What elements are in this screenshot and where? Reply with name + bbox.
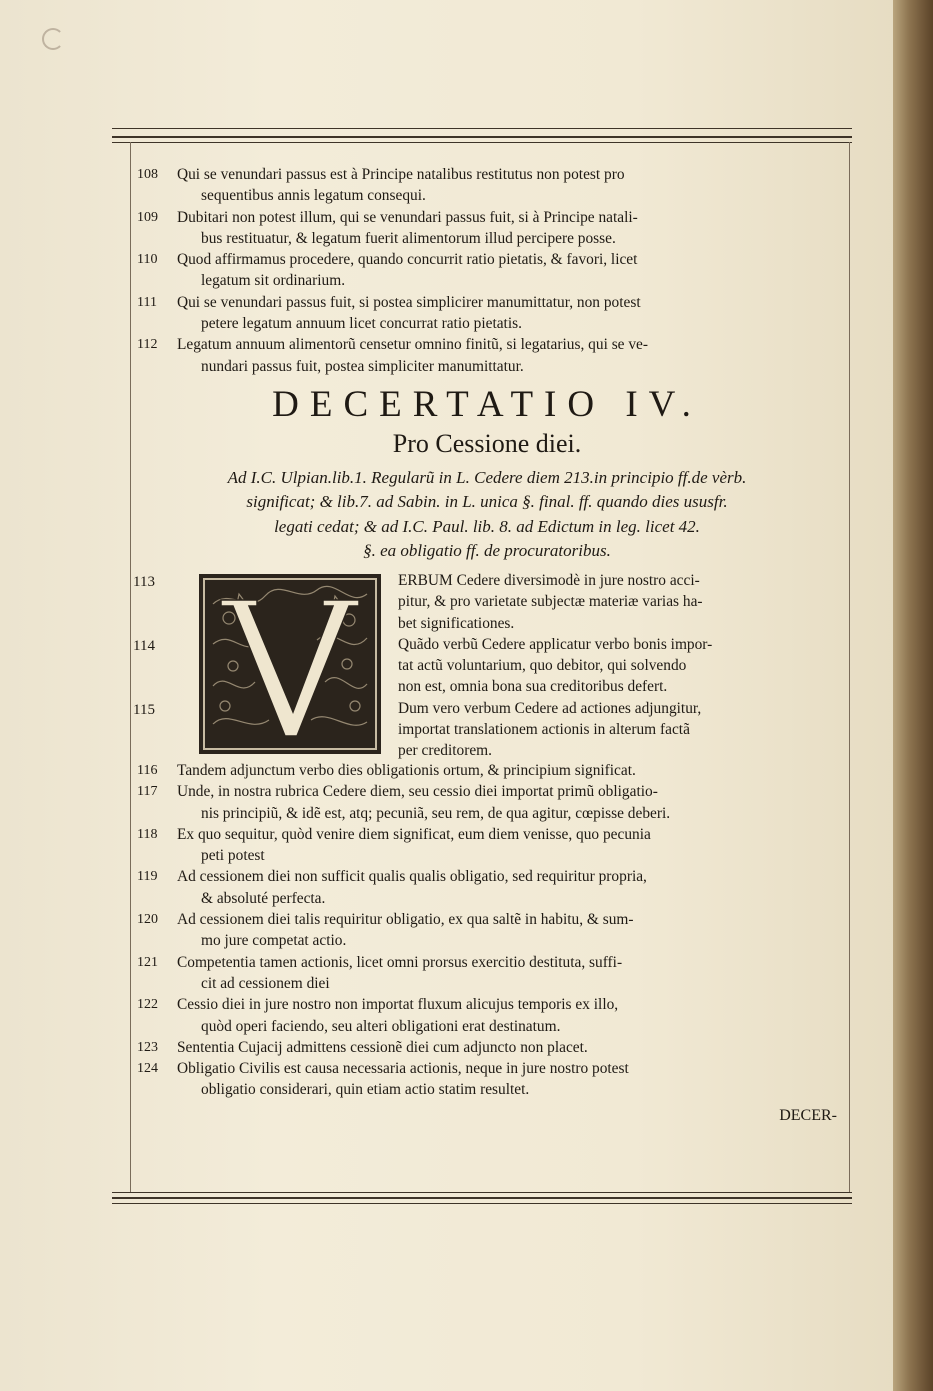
entry-number: 120: [137, 912, 158, 928]
initial-line: bet significationes.: [398, 614, 515, 632]
entry-number: 116: [137, 762, 158, 778]
entry-number: 114: [133, 637, 155, 654]
entry-110: [137, 249, 837, 292]
citation-line: significat; & lib.7. ad Sabin. in L. unica §. final. ff. quando dies ususfr.: [246, 492, 728, 512]
entry-number: 124: [137, 1061, 158, 1077]
entries-top: [137, 164, 837, 377]
entry-line: Legatum annuum alimentorũ censetur omnino finitũ, si legatarius, qui se ve-: [177, 336, 649, 354]
entry-line: & absoluté perfecta.: [201, 889, 326, 907]
entry-number: 123: [137, 1039, 158, 1055]
entry-line: Ad cessionem diei talis requiritur obligatio, ex qua saltẽ in habitu, & sum-: [177, 911, 634, 929]
entry-line: mo jure competat actio.: [201, 932, 347, 950]
entry-line: Sententia Cujacij admittens cessionẽ diei cum adjuncto non placet.: [177, 1038, 588, 1056]
entry-number: 110: [137, 252, 158, 268]
initial-line: ERBUM Cedere diversimodè in jure nostro acci-: [398, 571, 700, 589]
bottom-rule-inner: [112, 1192, 852, 1193]
entry-line: Tandem adjunctum verbo dies obligationis ortum, & principium significat.: [177, 761, 636, 779]
entry-108: [137, 164, 837, 207]
entry-116: [137, 760, 837, 781]
entry-line: cit ad cessionem diei: [201, 974, 330, 992]
entry-118: [137, 824, 837, 867]
initial-line: importat translationem actionis in alterum factã: [398, 721, 690, 739]
entry-number: 118: [137, 826, 158, 842]
top-rule: [112, 128, 852, 129]
entry-line: obligatio considerari, quin etiam actio statim resultet.: [201, 1081, 530, 1099]
entry-number: 121: [137, 954, 158, 970]
entry-109: [137, 207, 837, 250]
entry-number: 109: [137, 209, 158, 225]
entry-number: 117: [137, 784, 158, 800]
bottom-rule-thick: [112, 1197, 852, 1199]
entry-number: 108: [137, 167, 158, 182]
initial-entries: [398, 570, 838, 762]
entry-120: [137, 909, 837, 952]
page-stain: [42, 28, 64, 50]
entry-line: Cessio diei in jure nostro non importat fluxum alicujus temporis ex illo,: [177, 996, 619, 1014]
entries-bottom: [137, 760, 837, 1101]
entry-line: Competentia tamen actionis, licet omni prorsus exercitio destituta, suffi-: [177, 953, 623, 971]
left-margin-rule: [130, 142, 131, 1192]
entry-line: Qui se venundari passus fuit, si postea simplicirer manumittatur, non potest: [177, 293, 641, 311]
entry-line: Qui se venundari passus est à Principe natalibus restitutus non potest pro: [177, 166, 625, 183]
entry-line: Ex quo sequitur, quòd venire diem significat, eum diem venisse, quo pecunia: [177, 825, 651, 843]
section-subheading: Pro Cessione diei.: [392, 428, 582, 458]
citation-block: [137, 466, 837, 564]
top-rule-thick: [112, 136, 852, 138]
entry-line: Dubitari non potest illum, qui se venundari passus fuit, si à Principe natali-: [177, 208, 638, 226]
entry-line: Unde, in nostra rubrica Cedere diem, seu cessio diei importat primũ obligatio-: [177, 783, 658, 801]
entry-line: Ad cessionem diei non sufficit qualis qualis obligatio, sed requiritur propria,: [177, 868, 647, 886]
entry-line: Obligatio Civilis est causa necessaria actionis, neque in jure nostro potest: [177, 1060, 629, 1078]
right-margin-rule: [849, 142, 850, 1192]
entry-122: [137, 994, 837, 1037]
initial-block: [133, 570, 837, 760]
initial-line: Quãdo verbũ Cedere applicatur verbo bonis impor-: [398, 635, 713, 653]
entry-line: nundari passus fuit, postea simpliciter manumittatur.: [201, 357, 524, 375]
entry-line: petere legatum annuum licet concurrat ratio pietatis.: [201, 315, 522, 333]
page-text: [133, 164, 837, 1126]
entry-line: Quod affirmamus procedere, quando concurrit ratio pietatis, & favori, licet: [177, 251, 638, 269]
entry-line: sequentibus annis legatum consequi.: [201, 187, 426, 205]
entry-119: [137, 866, 837, 909]
decorated-initial: [199, 574, 381, 754]
citation-line: legati cedat; & ad I.C. Paul. lib. 8. ad Edictum in leg. licet 42.: [274, 516, 700, 536]
entry-number: 115: [133, 701, 155, 718]
book-spine: [893, 0, 933, 1391]
entry-number: 119: [137, 869, 158, 885]
top-rule-inner: [112, 142, 852, 143]
citation-line: §. ea obligatio ff. de procuratoribus.: [363, 541, 611, 561]
section-heading: DECERTATIO IV.: [272, 383, 702, 425]
entry-number: 112: [137, 337, 158, 353]
entry-line: nis principiũ, & idẽ est, atq; pecuniã, seu rem, de qua agitur, cœpisse deberi.: [201, 804, 671, 822]
entry-line: legatum sit ordinarium.: [201, 272, 346, 290]
entry-112: [137, 334, 837, 377]
entry-line: quòd operi faciendo, seu alteri obligationi erat destinatum.: [201, 1017, 561, 1035]
initial-line: Dum vero verbum Cedere ad actiones adjungitur,: [398, 699, 702, 717]
entry-111: [137, 292, 837, 335]
entry-number: 111: [137, 294, 157, 310]
entry-121: [137, 952, 837, 995]
entry-number: 122: [137, 997, 158, 1013]
entry-line: peti potest: [201, 847, 265, 865]
entry-117: [137, 781, 837, 824]
citation-line: Ad I.C. Ulpian.lib.1. Regularũ in L. Cedere diem 213.in principio ff.de vèrb.: [227, 467, 747, 487]
initial-line: per creditorem.: [398, 742, 493, 760]
entry-number: 113: [133, 573, 155, 590]
entry-line: bus restituatur, & legatum fuerit alimentorum illud percipere posse.: [201, 229, 616, 247]
catchword: DECER-: [779, 1106, 837, 1124]
initial-line: non est, omnia bona sua creditoribus defert.: [398, 678, 668, 696]
entry-124: [137, 1058, 837, 1101]
initial-line: pitur, & pro varietate subjectæ materiæ varias ha-: [398, 593, 703, 611]
entry-123: [137, 1037, 837, 1058]
decorated-initial-v: [199, 574, 381, 754]
bottom-rule: [112, 1203, 852, 1204]
initial-line: tat actũ voluntarium, quo debitor, qui solvendo: [398, 657, 687, 675]
